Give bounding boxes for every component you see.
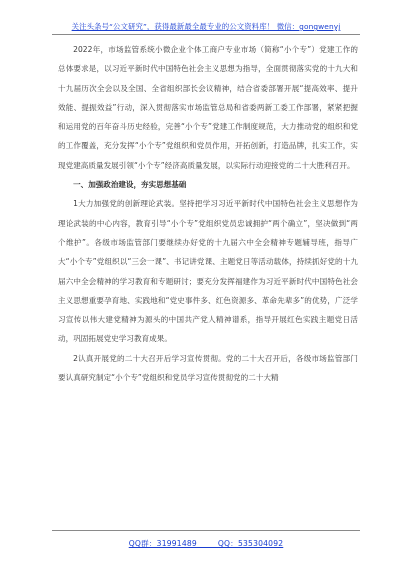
section-heading: 一、加强政治建设，夯实思想基础 [73,180,187,190]
paragraph-2: 2认真开展党的二十大召开后学习宣传贯彻。党的二十大召开后，各级市场监管部门要认真研究制定“小个专”党组织和党员学习宣传贯彻党的二十大精 [58,353,358,383]
page-header [52,14,360,35]
footer-contact-link[interactable]: QQ群：31991489 QQ：535304092 [128,539,284,548]
intro-paragraph: 2022年，市场监管系统小微企业个体工商户专业市场（简称“小个专”）党建工作的总体要求是，以习近平新时代中国特色社会主义思想为指导，全面贯彻落实党的十九大和十九届历次全会以及全国、全省组织部长会议精神，结合省委部署开展“提高效率、提升效能、提振效益”行动，深入贯彻落实市场监管总局和省委两新工委工作部署，紧紧把握和运用党的百年奋斗历史经验，完善“小个专”党建工作制度规范，大力推动党的组织和党的工作覆盖，充分发挥“小个专”党组织和党员作用，开拓创新，打造品牌，扎实工作，实现党建高质量发展引领“小个专”经济高质量发展，以实际行动迎接党的二十大胜利召开。 [58,45,358,170]
document-body [58,40,358,387]
header-promo-link[interactable]: 关注头条号“公文研究”，获得最新最全最专业的公文资料库！ 微信：gongwenyj [71,22,341,31]
paragraph-1: 1大力加强党的创新理论武装。坚持把学习习近平新时代中国特色社会主义思想作为理论武装的中心内容，教育引导“小个专”党组织党员忠诚拥护“两个确立”，坚决做到“两个维护”。各级市场监管部门要继续办好党的十九届六中全会精神专题辅导班，指导广大“小个专”党组织以“三会一课”、书记讲党课、主题党日等活动载体，持续抓好党的十九届六中全会精神的学习教育和专题研讨；要充分发挥福建作为习近平新时代中国特色社会主义思想重要孕育地、实践地和“党史事件多、红色资源多、革命先辈多”的优势，广泛学习宣传以伟大建党精神为源头的中国共产党人精神谱系，指导开展红色实践主题党日活动，巩固拓展党史学习教育成果。 [58,199,358,344]
page-footer [52,530,360,553]
